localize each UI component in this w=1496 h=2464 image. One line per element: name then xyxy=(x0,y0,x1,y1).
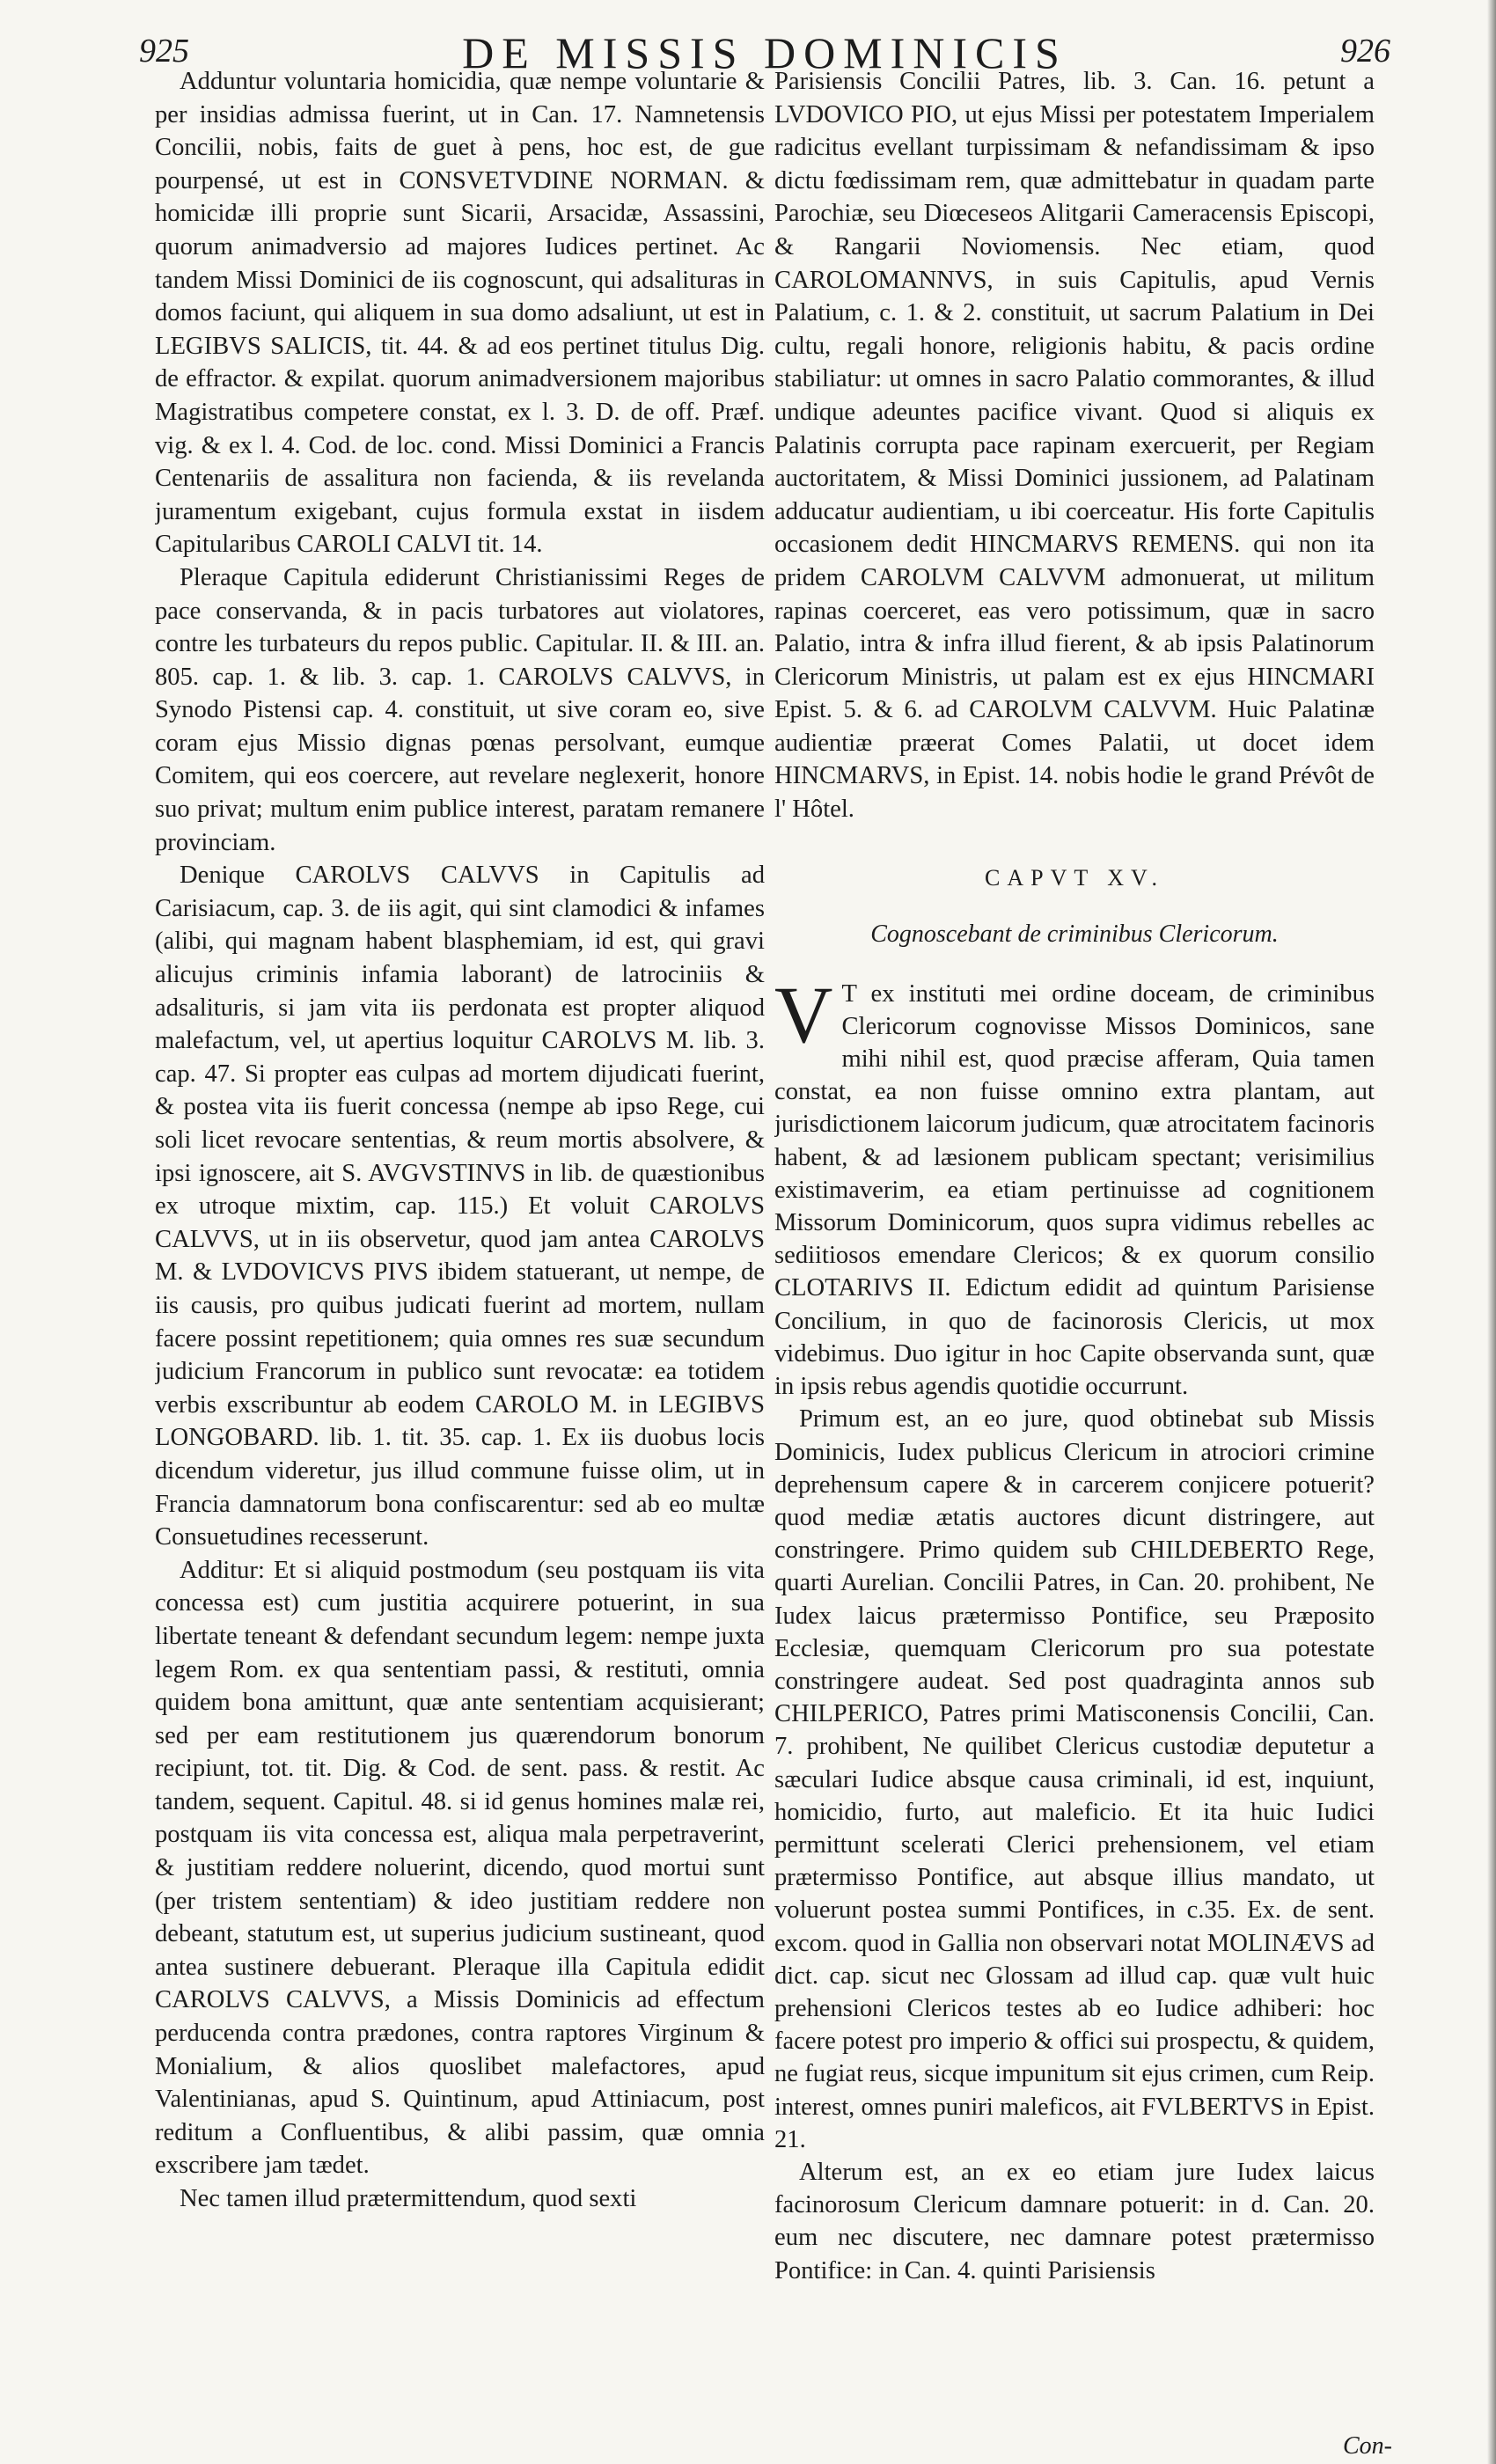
page-number-right: 926 xyxy=(1340,33,1390,70)
chapter-subtitle: Cognoscebant de criminibus Clericorum. xyxy=(870,920,1279,948)
paragraph: Parisiensis Concilii Patres, lib. 3. Can. 16. petunt a LVDOVICO PIO, ut ejus Missi per potestatem Imperialem radicitus evellant turpissimam & nefandissimam & ipso dictu fœdissimam rem, quæ admittebatur in quadam parte Parochiæ, seu Diœceseos Alitgarii Cameracensis Episcopi, & Rangarii Noviomensis. Nec etiam, quod CAROLOMANNVS, in suis Capitulis, apud Vernis Palatium, c. 1. & 2. constituit, ut sacrum Palatium in Dei cultu, regali honore, religionis habitu, & pacis ordine stabiliatur: ut omnes in sacro Palatio commorantes, & illud undique adeuntes pacifice vivant. Quod si aliquis ex Palatinis corrupta pace rapinam exercuerit, per Regiam auctoritatem, & Missi Dominici jussionem, ad Palatinam adducatur audientiam, u ibi coerceatur. His forte Capitulis occasionem dedit HINCMARVS REMENS. qui non ita pridem CAROLVM CALVVM admonuerat, ut militum rapinas coerceret, eas vero potissimum, quæ in sacro Palatio, intra & infra illud fierent, & ab ipsis Palatinorum Clericorum Ministris, ut palam est ex ejus HINCMARI Epist. 5. & 6. ad CAROLVM CALVVM. Huic Palatinæ audientiæ præerat Comes Palatii, ut docet idem HINCMARVS, in Epist. 14. nobis hodie le grand Prévôt de l' Hôtel. xyxy=(774,68,1375,824)
paragraph: Adduntur voluntaria homicidia, quæ nempe voluntarie & per insidias admissa fuerint, ut in Can. 17. Namnetensis Concilii, nobis, faits de guet à pens, hoc est, de gue pourpensé, ut est in CONSVETVDINE NORMAN. & homicidæ illi proprie sunt Sicarii, Arsacidæ, Assassini, quorum animadversio ad majores Iudices pertinet. Ac tandem Missi Dominici de iis cognoscunt, qui adsalituras in domos faciunt, qui aliquem in sua domo adsaliunt, ut est in LEGIBVS SALICIS, tit. 44. & ad eos pertinet titulus Dig. de effractor. & expilat. quorum animadversionem majoribus Magistratibus competere constat, ex l. 3. D. de off. Præf. vig. & ex l. 4. Cod. de loc. cond. Missi Dominici a Francis Centenariis de assalitura non facienda, & iis revelanda juramentum exigebant, cujus formula exstat in iisdem Capitularibus CAROLI CALVI tit. 14. xyxy=(155,68,765,559)
page-number-left: 925 xyxy=(139,33,189,70)
right-column xyxy=(774,65,1375,2432)
catchword: Con- xyxy=(1343,2432,1392,2460)
chapter-heading: CAPVT XV. xyxy=(985,864,1164,891)
paragraph: Primum est, an eo jure, quod obtinebat sub Missis Dominicis, Iudex publicus Clericum in atrociori crimine deprehensum capere & in carcerem conjicere potuerit? quod mediæ ætatis auctores dicunt distringere, aut constringere. Primo quidem sub CHILDEBERTO Rege, quarti Aurelian. Concilii Patres, in Can. 20. prohibent, Ne Iudex laicus prætermisso Pontifice, seu Præposito Ecclesiæ, quemquam Clericorum pro sua potestate constringere audeat. Sed post quadraginta annos sub CHILPERICO, Patres primi Matisconensis Concilii, Can. 7. prohibent, Ne quilibet Clericus custodiæ deputetur a sæculari Iudice absque causa criminali, id est, inquiunt, homicidio, furto, aut maleficio. Et ita huic Iudici permittunt scelerati Clerici prehensionem, vel etiam prætermisso Pontifice, aut absque illius mandato, ut voluerunt postea summi Pontifices, in c.35. Ex. de sent. excom. quod in Gallia non observari notat MOLINÆVS ad dict. cap. sicut nec Glossam ad illud cap. quæ vult huic prehensioni Clericos testes ab eo Iudice adhiberi: hoc facere potest pro imperio & offici sui prospectu, & quidem, ne fugiat reus, sicque impunitum sit ejus crimen, cum Reip. interest, omnes puniri maleficos, ait FVLBERTVS in Epist. 21. xyxy=(774,1405,1375,2153)
left-column xyxy=(155,65,765,2432)
paragraph: Pleraque Capitula ediderunt Christianissimi Reges de pace conservanda, & in pacis turbatores aut violatores, contre les turbateurs du repos public. Capitular. II. & III. an. 805. cap. 1. & lib. 3. cap. 1. CAROLVS CALVVS, in Synodo Pistensi cap. 4. constituit, ut sive coram eo, sive coram ejus Missio dignas pœnas persolvant, eumque Comitem, qui eos coercere, aut revelare neglexerit, honore suo privat; multum enim publice interest, paratam remanere provinciam. xyxy=(155,563,765,856)
paragraph-text: T ex instituti mei ordine doceam, de criminibus Clericorum cognovisse Missos Dominicos, sane mihi nihil est, quod præcise afferam, Quia tamen constat, ea non fuisse omnino extra plantam, aut jurisdictionem laicorum judicum, quæ atrocitatem facinoris habent, & ad læsionem publicam spectant; verisimilius existimaverim, ea etiam pertinuisse ad cognitionem Missorum Dominicorum, quos supra vidimus rebelles ac sediitiosos emendare Clericos; & ex quorum consilio CLOTARIVS II. Edictum edidit ad quintum Parisiense Concilium, in quo de facinorosis Clericis, ut mox videbimus. Duo igitur in hoc Capite observanda sunt, quæ in ipsis rebus agendis quotidie occurrunt. xyxy=(774,979,1375,1401)
drop-cap: V xyxy=(774,969,833,1060)
paragraph: Additur: Et si aliquid postmodum (seu postquam iis vita concessa est) cum justitia acquirere potuerint, in sua libertate teneant & defendant secundum legem: nempe juxta legem Rom. ex qua sententiam passi, & restituti, omnia quidem bona amittunt, quæ ante sententiam acquisierant; sed per eam restitutionem jus quærendorum bonorum recipiunt, tot. tit. Dig. & Cod. de sent. pass. & restit. Ac tandem, sequent. Capitul. 48. si id genus homines malæ rei, postquam iis vita concessa est, aliqua mala perpetraverint, & justitiam reddere noluerint, dicendo, quod mortui sunt (per tristem sententiam) & ideo justitiam reddere non debeant, statutum est, ut superius judicium sustineant, quod antea sustinere debuerant. Pleraque illa Capitula edidit CAROLVS CALVVS, a Missis Dominicis ad effectum perducenda contra prædones, contra raptores Virginum & Monialium, & alios quoslibet malefactores, apud Valentinianas, apud S. Quintinum, apud Attiniacum, post reditum a Confluentibus, & alibi passim, quæ omnia exscribere jam tædet. xyxy=(155,1556,765,2180)
running-title: DE MISSIS DOMINICIS xyxy=(462,28,1067,77)
paragraph: Denique CAROLVS CALVVS in Capitulis ad Carisiacum, cap. 3. de iis agit, qui sint clamodici & infames (alibi, qui magnam habent blasphemiam, id est, qui gravi alicujus criminis infamia laborant) de latrociniis & adsalituris, si jam vita iis perdonata est propter aliquod malefactum, vel, ut apertius loquitur CAROLVS M. lib. 3. cap. 47. Si propter eas culpas ad mortem dijudicati fuerint, & postea vita iis fuerit concessa (nempe ab ipso Rege, cui soli licet revocare sententias, & reum mortis absolvere, & ipsi ignoscere, ait S. AVGVSTINVS in lib. de quæstionibus ex utroque mixtim, cap. 115.) Et voluit CAROLVS CALVVS, ut in iis observetur, quod jam antea CAROLVS M. & LVDOVICVS PIVS ibidem statuerant, ut nempe, de iis causis, pro quibus judicati fuerint ad mortem, nullam facere possint repetitionem; quia omnes res suæ secundum judicium Francorum in publico sunt revocatæ: ea totidem verbis exscribuntur ab eodem CAROLO M. in LEGIBVS LONGOBARD. lib. 1. tit. 35. cap. 1. Ex iis duobus locis dicendum videretur, jus illud commune fuisse olim, ut in Francia damnatorum bona confiscarentur: sed ab eo multæ Consuetudines recesserunt. xyxy=(155,862,765,1551)
paragraph: Alterum est, an ex eo etiam jure Iudex laicus facinorosum Clericum damnare potuerit: in d. Can. 20. eum nec discutere, nec damnare potest prætermisso Pontifice: in Can. 4. quinti Parisiensis xyxy=(774,2158,1375,2284)
paragraph xyxy=(774,969,1375,1404)
page-gutter-shadow xyxy=(1487,0,1496,2464)
paragraph: Nec tamen illud prætermittendum, quod sexti xyxy=(180,2185,637,2212)
